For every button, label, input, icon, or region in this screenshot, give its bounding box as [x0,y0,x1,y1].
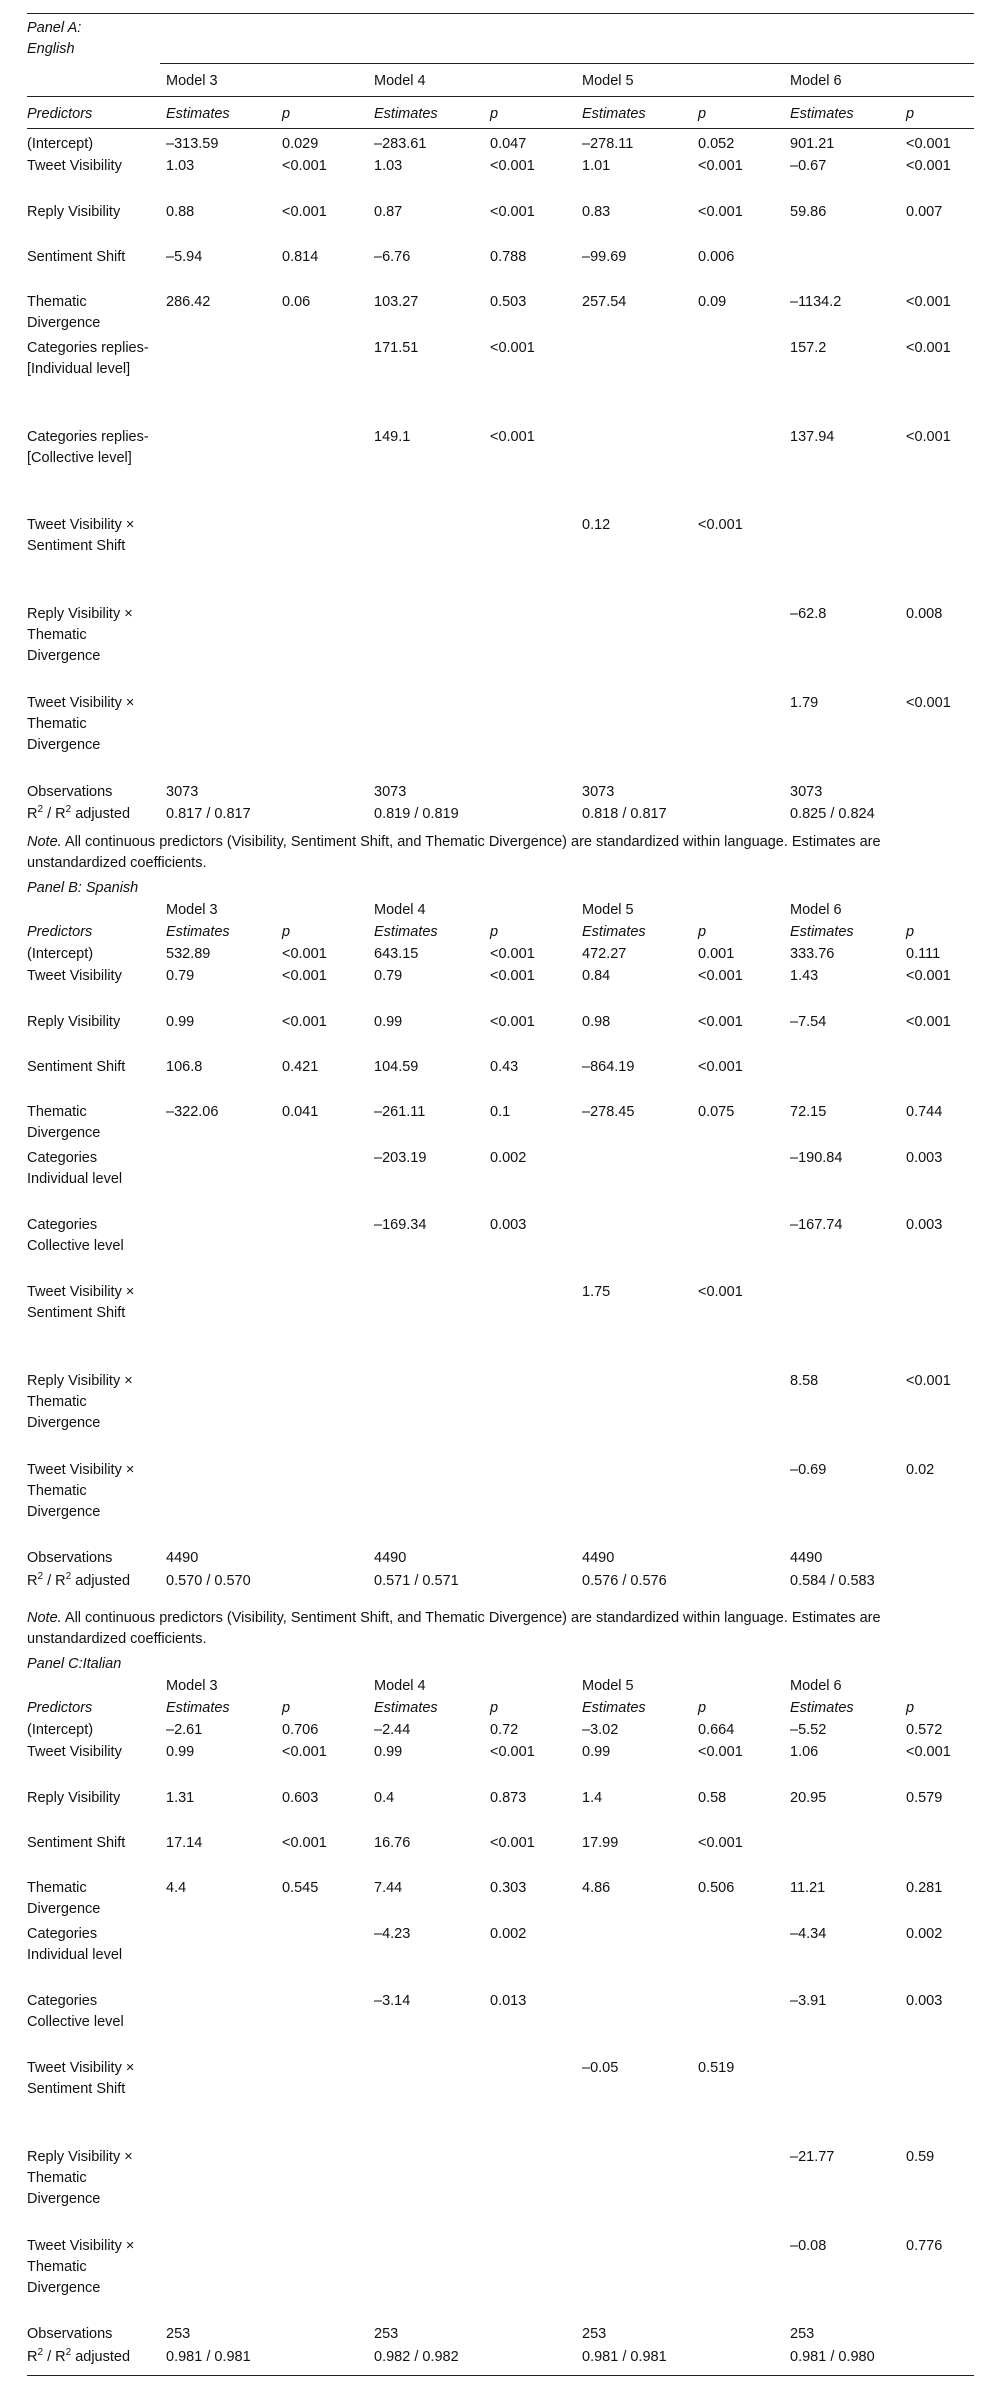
p-value: 0.003 [906,1992,943,2009]
predictor-label: Sentiment Shift [27,1059,126,1075]
estimate-value: –2.44 [374,1722,411,1738]
p-value: <0.001 [282,968,327,985]
r2-value: 0.584 / 0.583 [790,1572,875,1589]
p-value: 0.503 [490,294,527,311]
estimate-value: –261.11 [374,1104,426,1121]
r2-value: 0.817 / 0.817 [166,806,251,822]
p-header: p [906,106,915,122]
estimate-value: 4490 [790,1550,823,1567]
estimate-value: 257.54 [582,294,627,311]
predictors-header: Predictors [27,924,93,940]
estimate-value: 1.01 [582,158,611,175]
p-value: <0.001 [282,1744,327,1761]
predictor-label: Observations [27,783,113,800]
p-value: 0.72 [490,1722,519,1738]
p-value: 0.281 [906,1880,943,1897]
model-header: Model 5 [582,73,634,89]
estimate-value: –278.45 [582,1104,635,1121]
estimate-value: 7.44 [374,1880,403,1897]
r2-value: 0.981 / 0.981 [166,2348,251,2365]
p-value: 0.06 [282,294,311,311]
estimate-value: 20.95 [790,1789,827,1806]
estimate-value: 149.1 [374,428,411,445]
p-header: p [282,106,291,122]
predictor-label: Categories Collective level [27,1216,124,1254]
estimate-value: 253 [374,2326,399,2343]
estimate-value: 4490 [374,1550,407,1567]
p-value: 0.002 [490,1925,527,1942]
estimate-value: –3.91 [790,1992,827,2009]
estimate-value: –169.34 [374,1216,427,1233]
p-header: p [490,924,499,940]
r2-label: $R^2 / R^2$ adjusted [27,804,131,822]
p-value: 0.002 [490,1149,527,1166]
predictor-label: (Intercept) [27,1722,94,1738]
predictor-label: Observations [27,1550,113,1567]
predictor-label: Tweet Visibility [27,968,122,985]
estimate-value: 16.76 [374,1835,411,1851]
estimate-value: –21.77 [790,2148,835,2165]
estimate-value: 901.21 [790,136,835,152]
estimate-value: 103.27 [374,294,419,311]
p-value: <0.001 [282,1835,327,1851]
p-value: <0.001 [698,1059,743,1075]
note-text: All continuous predictors (Visibility, Sentiment Shift, and Thematic Divergence) are standardized within language. Estimates are unstandardized coefficients. [27,1610,881,1647]
estimate-value: –3.14 [374,1992,411,2009]
estimate-value: –4.34 [790,1925,827,1942]
estimate-value: –2.61 [166,1722,203,1738]
estimate-value: 0.99 [166,1744,195,1761]
p-value: 0.013 [490,1992,527,2009]
model-header: Model 5 [582,1678,634,1694]
estimate-value: 0.79 [374,968,403,985]
predictor-label: Tweet Visibility × Thematic Divergence [27,695,135,753]
estimate-value: 1.31 [166,1789,195,1806]
p-header: p [282,924,291,940]
estimate-value: –0.05 [582,2060,619,2076]
p-value: <0.001 [906,339,951,356]
p-value: <0.001 [490,1835,535,1851]
estimate-value: 171.51 [374,339,419,356]
p-value: 0.029 [282,136,319,152]
predictor-label: Tweet Visibility × Thematic Divergence [27,2237,135,2296]
estimate-value: 253 [166,2326,191,2343]
p-header: p [490,1700,499,1716]
estimate-value: 4.4 [166,1880,187,1897]
p-value: <0.001 [282,158,327,175]
p-header: p [282,1700,291,1716]
estimate-value: 0.12 [582,517,611,534]
p-value: <0.001 [906,294,951,311]
estimate-value: 1.4 [582,1789,603,1806]
p-value: 0.111 [906,946,941,962]
estimate-value: 253 [790,2326,815,2343]
estimate-value: 8.58 [790,1372,819,1389]
table-rule [160,63,974,64]
p-value: <0.001 [906,1744,951,1761]
model-header: Model 6 [790,1678,842,1694]
predictor-label: Tweet Visibility × Thematic Divergence [27,1461,135,1520]
p-header: p [490,106,499,122]
p-value: <0.001 [698,517,743,534]
p-value: 0.303 [490,1880,527,1897]
predictors-header: Predictors [27,1700,93,1716]
estimate-value: 4490 [582,1550,615,1567]
table-rule [27,13,974,14]
note-label: Note. [27,1610,62,1626]
model-header: Model 5 [582,902,634,918]
predictor-label: Categories Individual level [27,1925,123,1963]
r2-value: 0.570 / 0.570 [166,1572,251,1589]
table-rule [27,128,974,129]
panel-title: Panel C:Italian [27,1656,122,1672]
predictor-label: Categories Collective level [27,1992,124,2030]
estimate-value: 1.43 [790,968,819,985]
estimate-value: 0.84 [582,968,611,985]
estimate-value: 3073 [790,783,823,800]
predictor-label: Tweet Visibility [27,158,122,175]
p-header: p [698,924,707,940]
p-value: <0.001 [490,428,535,445]
estimate-value: –1134.2 [790,294,842,311]
predictor-label: Observations [27,2326,113,2343]
p-value: 0.545 [282,1880,319,1897]
p-value: <0.001 [698,1013,743,1030]
estimate-value: 137.94 [790,428,835,445]
estimate-value: 0.99 [374,1013,403,1030]
p-value: 0.047 [490,136,527,152]
p-value: 0.041 [282,1104,319,1121]
p-value: <0.001 [698,1744,743,1761]
estimate-value: 1.75 [582,1284,611,1300]
p-value: 0.02 [906,1461,935,1478]
estimate-value: 4.86 [582,1880,611,1897]
estimates-header: Estimates [166,924,230,940]
estimate-value: 0.98 [582,1013,611,1030]
estimate-value: 104.59 [374,1059,419,1075]
model-header: Model 4 [374,1678,426,1694]
estimate-value: 0.88 [166,203,195,220]
panel-title: Panel A: English [27,20,82,57]
estimate-value: –322.06 [166,1104,219,1121]
p-value: <0.001 [282,203,327,220]
table-rule [27,96,974,97]
p-value: <0.001 [490,158,535,175]
estimates-header: Estimates [166,1700,230,1716]
estimate-value: –283.61 [374,136,427,152]
p-value: 0.603 [282,1789,319,1806]
table-note [27,1608,977,1650]
r2-value: 0.981 / 0.980 [790,2348,875,2365]
p-value: <0.001 [490,1013,535,1030]
estimate-value: 0.83 [582,203,611,220]
table-rule [27,2375,974,2376]
estimate-value: 1.06 [790,1744,819,1761]
p-value: <0.001 [906,428,951,445]
model-header: Model 3 [166,902,218,918]
estimates-header: Estimates [790,1700,854,1716]
p-value: 0.001 [698,946,735,962]
predictor-label: Sentiment Shift [27,1835,126,1851]
estimates-header: Estimates [582,106,646,122]
estimate-value: –0.67 [790,158,827,175]
estimate-value: 0.79 [166,968,195,985]
predictor-label: Categories replies-[Collective level] [27,428,149,466]
p-header: p [906,924,915,940]
p-value: 0.788 [490,249,527,265]
estimate-value: 3073 [166,783,199,800]
p-value: <0.001 [490,339,535,356]
r2-value: 0.819 / 0.819 [374,806,459,822]
p-value: 0.873 [490,1789,527,1806]
estimate-value: –3.02 [582,1722,619,1738]
estimate-value: 643.15 [374,946,419,962]
estimate-value: –5.94 [166,249,203,265]
r2-value: 0.571 / 0.571 [374,1572,459,1589]
estimate-value: –313.59 [166,136,219,152]
predictors-header: Predictors [27,106,93,122]
predictor-label: Reply Visibility [27,203,121,220]
predictor-label: Tweet Visibility × Sentiment Shift [27,1284,135,1321]
estimate-value: 11.21 [790,1880,826,1897]
estimate-value: 72.15 [790,1104,827,1121]
p-value: 0.421 [282,1059,319,1075]
p-value: <0.001 [906,1013,951,1030]
estimate-value: 59.86 [790,203,827,220]
p-value: <0.001 [490,203,535,220]
predictor-label: Thematic Divergence [27,1104,101,1142]
estimate-value: –6.76 [374,249,411,265]
p-header: p [698,1700,707,1716]
estimates-header: Estimates [166,106,230,122]
estimate-value: 286.42 [166,294,211,311]
note-label: Note. [27,834,62,850]
p-value: 0.002 [906,1925,943,1942]
estimate-value: 17.14 [166,1835,203,1851]
p-value: <0.001 [490,946,535,962]
p-value: <0.001 [906,1372,951,1389]
estimate-value: 253 [582,2326,607,2343]
estimate-value: 333.76 [790,946,835,962]
estimate-value: –864.19 [582,1059,635,1075]
p-value: 0.006 [698,249,735,265]
p-value: 0.706 [282,1722,319,1738]
p-value: 0.008 [906,606,943,623]
estimate-value: –190.84 [790,1149,843,1166]
model-header: Model 6 [790,73,842,89]
estimates-header: Estimates [374,924,438,940]
p-value: 0.052 [698,136,735,152]
predictor-label: Tweet Visibility [27,1744,122,1761]
estimates-header: Estimates [582,1700,646,1716]
estimate-value: 0.4 [374,1789,395,1806]
estimate-value: 1.79 [790,695,819,711]
p-value: 0.59 [906,2148,935,2165]
predictor-label: (Intercept) [27,946,94,962]
estimates-header: Estimates [582,924,646,940]
estimate-value: 3073 [582,783,615,800]
p-value: <0.001 [906,136,951,152]
estimate-value: 472.27 [582,946,627,962]
p-value: <0.001 [698,1284,743,1300]
p-value: 0.776 [906,2237,943,2254]
p-value: <0.001 [906,968,951,985]
estimate-value: 1.03 [374,158,403,175]
model-header: Model 4 [374,73,426,89]
p-value: 0.1 [490,1104,511,1121]
model-header: Model 4 [374,902,426,918]
estimate-value: 0.99 [374,1744,403,1761]
p-value: 0.506 [698,1880,735,1897]
estimate-value: –278.11 [582,136,634,152]
estimates-header: Estimates [374,106,438,122]
p-value: <0.001 [490,1744,535,1761]
r2-value: 0.818 / 0.817 [582,806,667,822]
r2-value: 0.825 / 0.824 [790,806,875,822]
estimate-value: –99.69 [582,249,627,265]
r2-value: 0.981 / 0.981 [582,2348,667,2365]
estimate-value: –0.08 [790,2237,827,2254]
predictor-label: Thematic Divergence [27,294,101,332]
estimate-value: 532.89 [166,946,211,962]
estimate-value: 157.2 [790,339,827,356]
p-value: <0.001 [282,1013,327,1030]
predictor-label: Tweet Visibility × Sentiment Shift [27,2060,135,2097]
p-value: 0.572 [906,1722,943,1738]
r2-label: $R^2 / R^2$ adjusted [27,2346,131,2365]
estimates-header: Estimates [790,924,854,940]
predictor-label: Sentiment Shift [27,249,126,265]
p-value: <0.001 [698,158,743,175]
estimate-value: –4.23 [374,1925,411,1942]
model-header: Model 3 [166,73,218,89]
estimate-value: –62.8 [790,606,827,623]
predictor-label: Reply Visibility × Thematic Divergence [27,606,133,665]
p-header: p [906,1700,915,1716]
estimate-value: 4490 [166,1550,199,1567]
estimate-value: 106.8 [166,1059,203,1075]
p-value: 0.579 [906,1789,943,1806]
table-note [27,832,977,874]
p-value: 0.003 [490,1216,527,1233]
p-value: 0.43 [490,1059,519,1075]
p-value: 0.58 [698,1789,727,1806]
estimates-header: Estimates [374,1700,438,1716]
note-text: All continuous predictors (Visibility, Sentiment Shift, and Thematic Divergence) are standardized within language. Estimates are unstandardized coefficients. [27,834,881,871]
p-value: 0.003 [906,1216,943,1233]
p-value: 0.003 [906,1149,943,1166]
estimate-value: –7.54 [790,1013,827,1030]
p-value: <0.001 [490,968,535,985]
panel-title: Panel B: Spanish [27,880,139,896]
p-value: 0.519 [698,2060,735,2076]
p-value: 0.664 [698,1722,735,1738]
estimate-value: 1.03 [166,158,195,175]
p-value: 0.744 [906,1104,943,1121]
predictor-label: Reply Visibility × Thematic Divergence [27,2148,133,2207]
estimates-header: Estimates [790,106,854,122]
p-value: <0.001 [282,946,327,962]
p-header: p [698,106,707,122]
p-value: 0.814 [282,249,319,265]
predictor-label: Reply Visibility [27,1789,121,1806]
predictor-label: Reply Visibility × Thematic Divergence [27,1372,133,1431]
predictor-label: Tweet Visibility × Sentiment Shift [27,517,135,555]
estimate-value: 0.99 [166,1013,195,1030]
estimate-value: 0.99 [582,1744,611,1761]
predictor-label: Categories replies-[Individual level] [27,339,149,377]
p-value: <0.001 [698,203,743,220]
estimate-value: –5.52 [790,1722,827,1738]
estimate-value: –203.19 [374,1149,427,1166]
p-value: <0.001 [698,1835,743,1851]
estimate-value: –0.69 [790,1461,827,1478]
p-value: <0.001 [906,695,951,711]
predictor-label: Categories Individual level [27,1149,123,1187]
predictor-label: Thematic Divergence [27,1880,101,1918]
estimate-value: 3073 [374,783,407,800]
estimate-value: 0.87 [374,203,403,220]
r2-value: 0.982 / 0.982 [374,2348,459,2365]
estimate-value: 17.99 [582,1835,619,1851]
model-header: Model 6 [790,902,842,918]
p-value: <0.001 [906,158,951,175]
r2-value: 0.576 / 0.576 [582,1572,667,1589]
p-value: 0.007 [906,203,943,220]
p-value: 0.09 [698,294,727,311]
r2-label: $R^2 / R^2$ adjusted [27,1570,131,1589]
model-header: Model 3 [166,1678,218,1694]
predictor-label: (Intercept) [27,136,94,152]
estimate-value: –167.74 [790,1216,843,1233]
p-value: 0.075 [698,1104,735,1121]
predictor-label: Reply Visibility [27,1013,121,1030]
p-value: <0.001 [698,968,743,985]
